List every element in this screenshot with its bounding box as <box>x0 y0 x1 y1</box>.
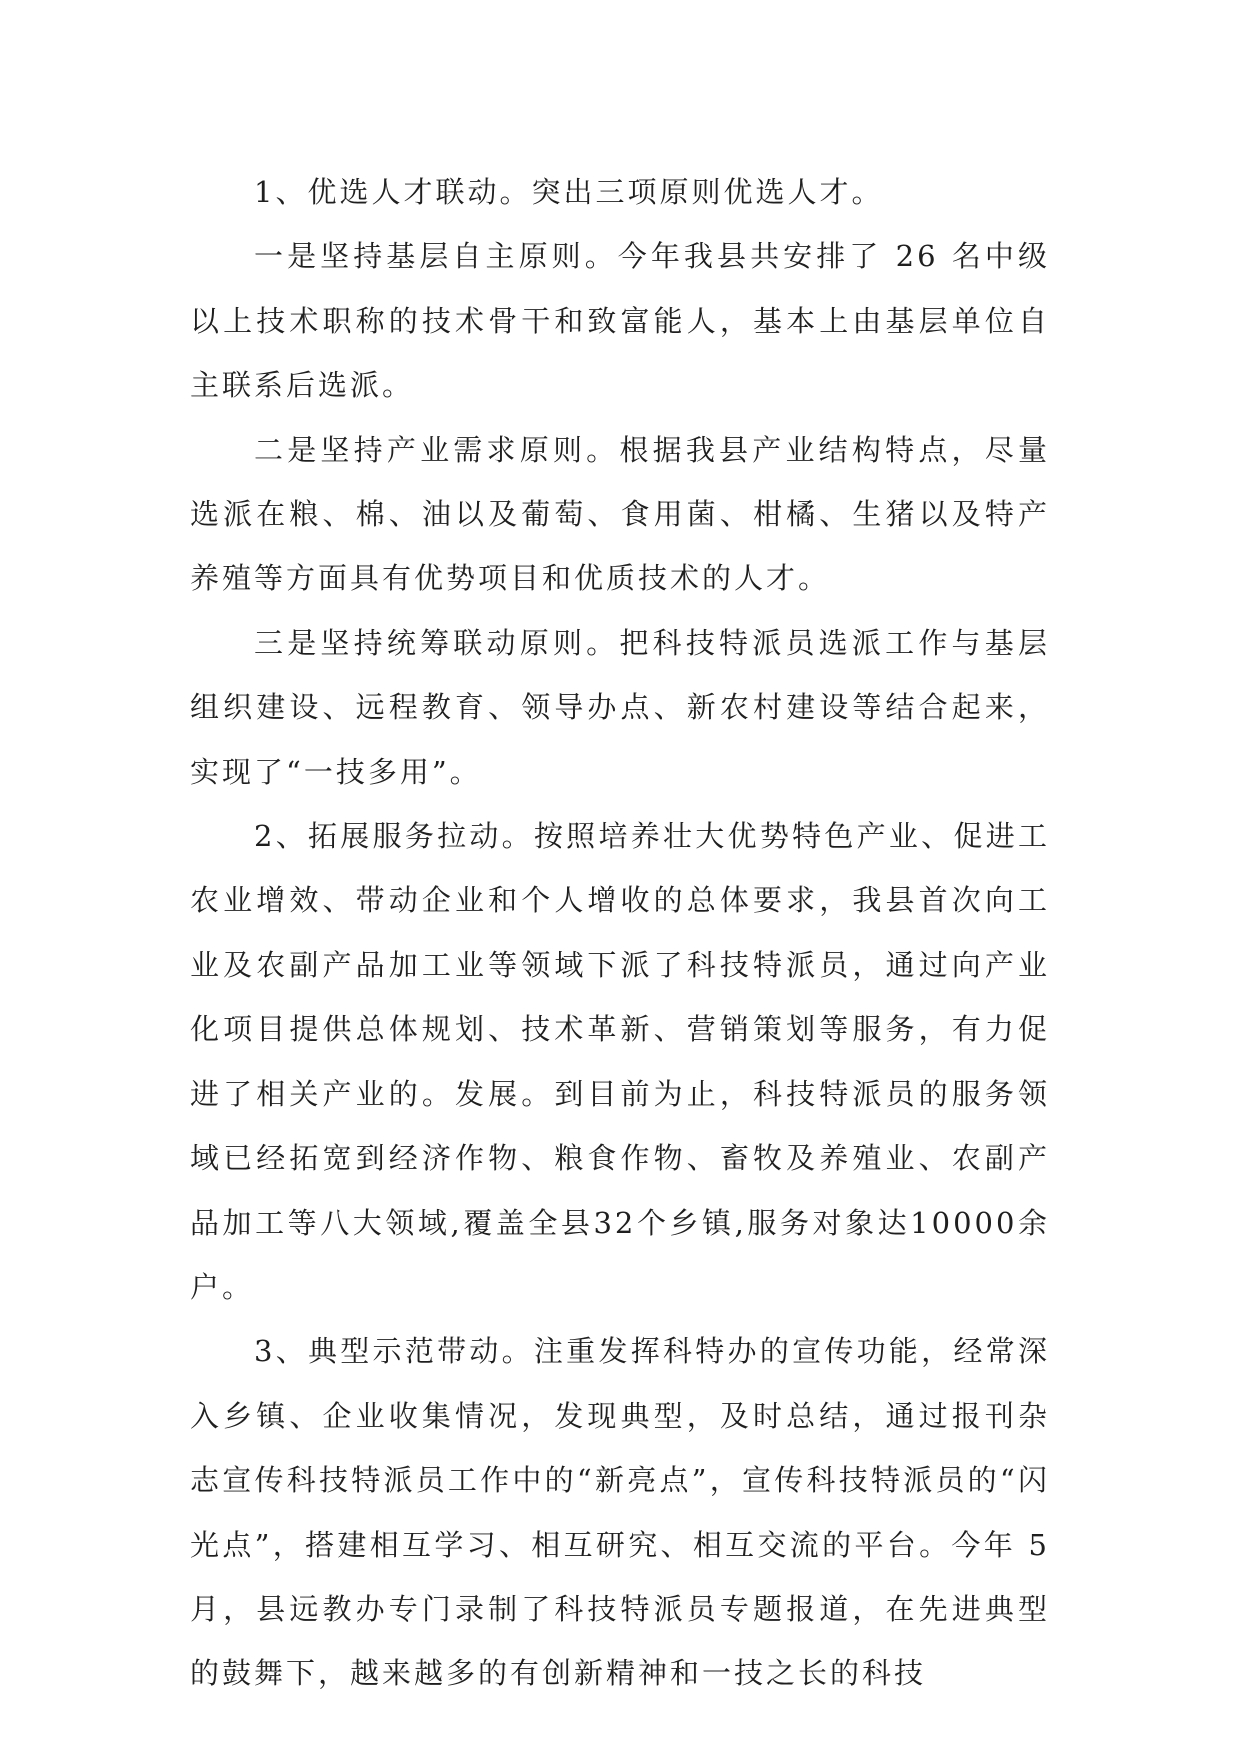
paragraph-service-expansion: 2、拓展服务拉动。按照培养壮大优势特色产业、促进工农业增效、带动企业和个人增收的总体要求，我县首次向工业及农副产品加工业等领域下派了科技特派员，通过向产业化项目提供总体规划、技术革新、营销策划等服务，有力促进了相关产业的。发展。到目前为止，科技特派员的服务领域已经拓宽到经济作物、粮食作物、畜牧及养殖业、农副产品加工等八大领域,覆盖全县32个乡镇,服务对象达10000余户。 <box>190 819 1050 1304</box>
paragraph-coordination-principle: 三是坚持统筹联动原则。把科技特派员选派工作与基层组织建设、远程教育、领导办点、新农村建设等结合起来，实现了“一技多用”。 <box>190 625 1050 789</box>
paragraph-typical-demonstration: 3、典型示范带动。注重发挥科特办的宣传功能，经常深入乡镇、企业收集情况，发现典型，及时总结，通过报刊杂志宣传科技特派员工作中的“新亮点”，宣传科技特派员的“闪光点”，搭建相互学习、相互研究、相互交流的平台。今年 5 月，县远教办专门录制了科技特派员专题报道，在先进典型的鼓舞下，越来越多的有创新精神和一技之长的科技 <box>190 1334 1050 1691</box>
paragraph-grassroots-principle: 一是坚持基层自主原则。今年我县共安排了 26 名中级以上技术职称的技术骨干和致富能人，基本上由基层单位自主联系后选派。 <box>190 239 1050 403</box>
document-body <box>190 160 1050 1706</box>
paragraph-industry-demand-principle: 二是坚持产业需求原则。根据我县产业结构特点，尽量选派在粮、棉、油以及葡萄、食用菌、柑橘、生猪以及特产养殖等方面具有优势项目和优质技术的人才。 <box>190 432 1050 596</box>
paragraph-talent-selection: 1、优选人才联动。突出三项原则优选人才。 <box>254 175 884 209</box>
